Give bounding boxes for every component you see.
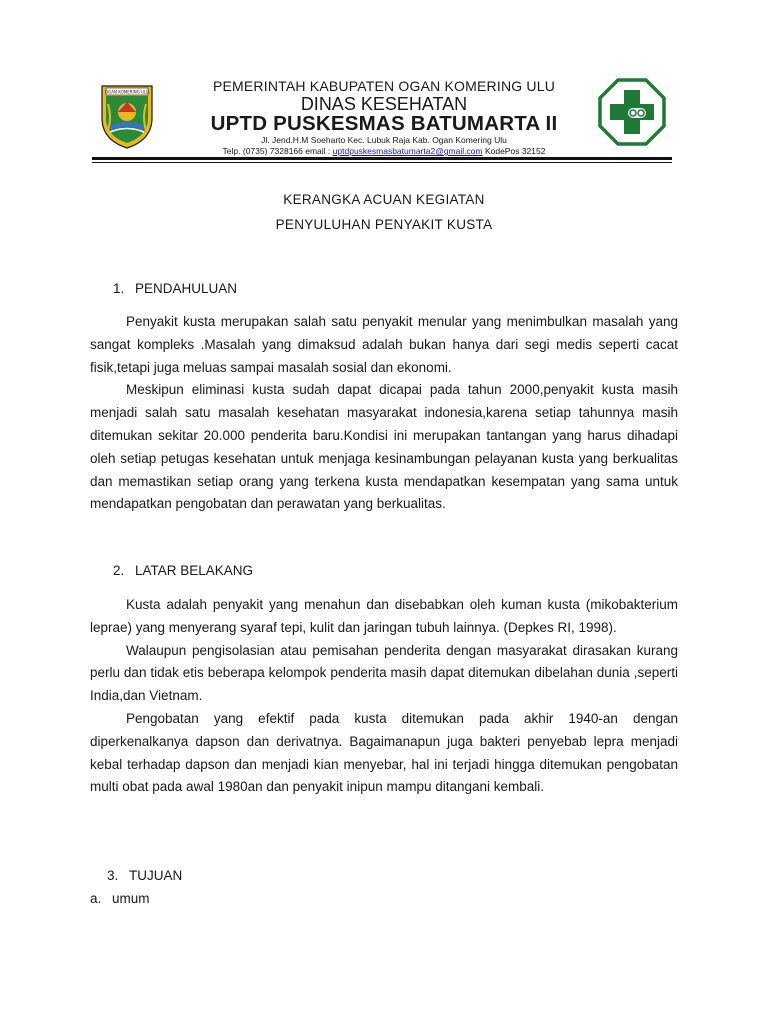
section-heading-pendahuluan: [113, 281, 237, 296]
paragraph: Pengobatan yang efektif pada kusta ditemukan pada akhir 1940-an dengan diperkenalkanya dapson dan derivatnya. Bagaimanapun juga bakteri penyebab lepra menjadi kebal terhadap dapson dan menjadi kian menyebar, hal ini terjadi hingga ditemukan pengobatan multi obat pada awal 1980an dan penyakit inipun mampu ditangani kembali.: [90, 710, 678, 795]
government-name: PEMERINTAH KABUPATEN OGAN KOMERING ULU: [212, 78, 556, 94]
phone-label: Telp. (0735) 7328166 email :: [222, 146, 331, 156]
postcode: KodePos 32152: [484, 146, 546, 156]
section-title: LATAR BELAKANG: [135, 563, 254, 578]
seal-ribbon-text: OGAN KOMERING ULU: [105, 89, 149, 95]
paragraph: Walaupun pengisolasian atau pemisahan penderita dengan masyarakat dirasakan kurang perlu dan tidak etis beberapa kelompok penderita masih dapat ditemukan dibelahan dunia ,seperti India,dan Vietnam.: [90, 642, 678, 704]
section-heading-tujuan: [107, 868, 182, 883]
paragraph: Meskipun eliminasi kusta sudah dapat dicapai pada tahun 2000,penyakit kusta masih menjadi salah satu masalah kesehatan masyarakat indonesia,karena setiap tahunnya masih ditemukan sekitar 20.000 penderita baru.Kondisi ini merupakan tantangan yang harus dihadapi oleh setiap petugas kesehatan untuk menjaga kesinambungan pelayanan kusta yang berkualitas dan memastikan setiap orang yang terkena kusta mendapatkan kesempatan yang sama untuk mendapatkan pengobatan dan perawatan yang berkualitas.: [90, 382, 678, 512]
section-number: 3.: [107, 868, 119, 883]
section-number: 1.: [113, 281, 125, 296]
letterhead-rule-thin: [92, 162, 672, 163]
section-body-pendahuluan: [90, 311, 678, 516]
paragraph: Penyakit kusta merupakan salah satu penyakit menular yang menimbulkan masalah yang sangat kompleks .Masalah yang dimaksud adalah bukan hanya dari segi medis seperti cacat fisik,tetapi juga meluas sampai masalah sosial dan ekonomi.: [90, 314, 678, 375]
document-title: KERANGKA ACUAN KEGIATAN: [283, 192, 485, 207]
institution-name: UPTD PUSKESMAS BATUMARTA II: [210, 112, 558, 135]
section-number: 2.: [113, 563, 125, 578]
regency-seal-logo: [96, 82, 158, 150]
sub-item-umum: [90, 891, 150, 906]
sub-item-marker: a.: [90, 891, 102, 906]
department-name: DINAS KESEHATAN: [300, 94, 468, 114]
document-subtitle: PENYULUHAN PENYAKIT KUSTA: [275, 217, 493, 232]
address-line: Jl. Jend.H.M Soeharto Kec. Lubuk Raja Kab. Ogan Komering Ulu: [261, 135, 507, 145]
section-heading-latar-belakang: [113, 563, 253, 578]
section-body-latar-belakang: [90, 594, 678, 799]
contact-line: [160, 146, 608, 156]
puskesmas-logo: [598, 78, 666, 146]
paragraph: Kusta adalah penyakit yang menahun dan disebabkan oleh kuman kusta (mikobakterium leprae) yang menyerang syaraf tepi, kulit dan jaringan tubuh lainnya. (Depkes RI, 1998).: [90, 597, 678, 635]
section-title: TUJUAN: [129, 868, 183, 883]
letterhead-rule-thick: [92, 157, 672, 160]
email-link[interactable]: uptdpuskesmasbatumarta2@gmail.com: [332, 146, 483, 156]
sub-item-text: umum: [112, 891, 150, 906]
section-title: PENDAHULUAN: [135, 281, 238, 296]
